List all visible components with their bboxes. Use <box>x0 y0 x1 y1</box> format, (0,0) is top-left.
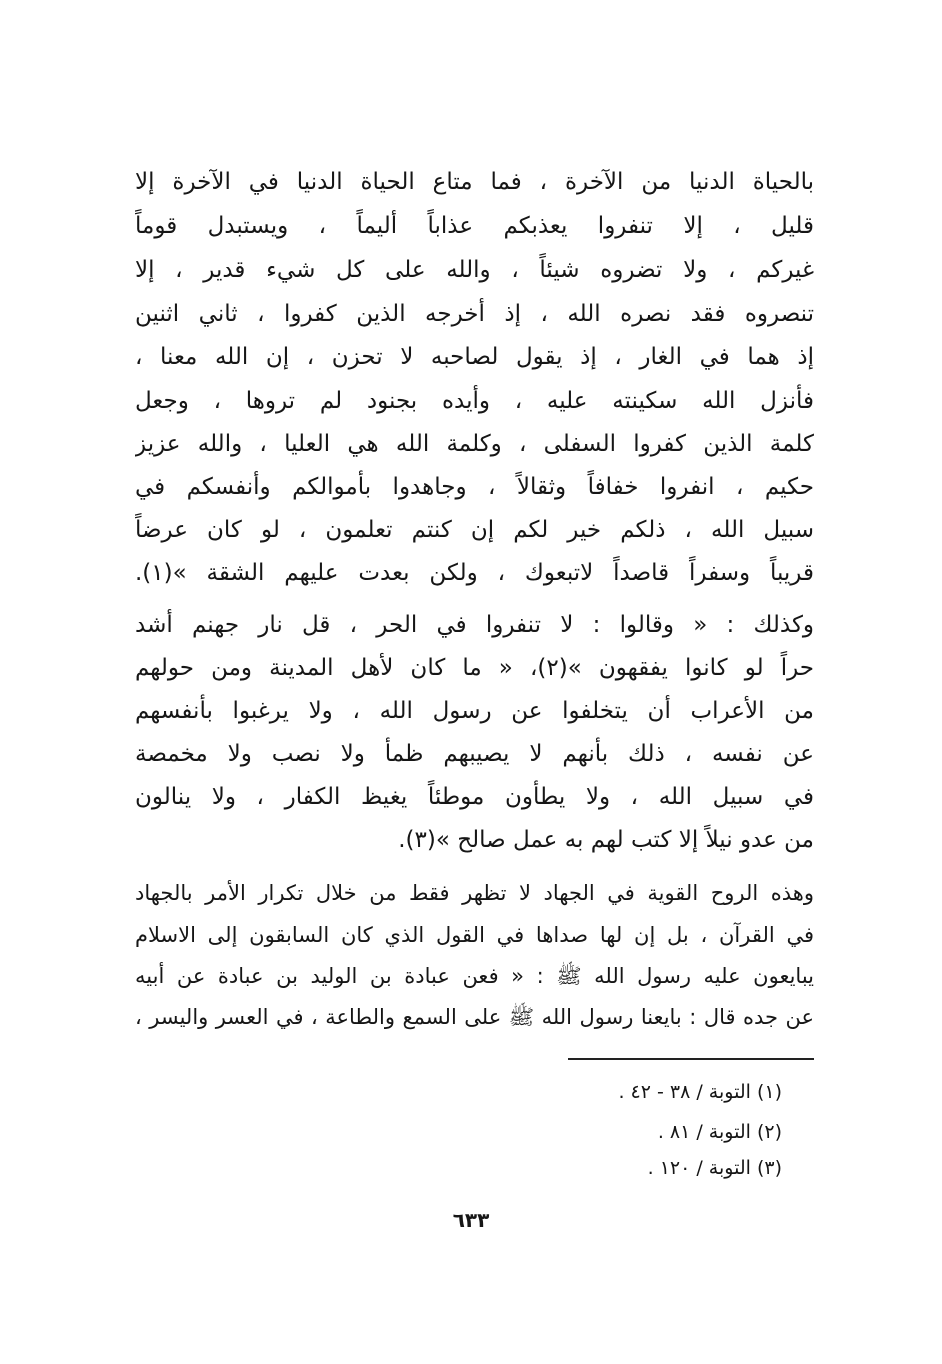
quote2-line: في سبيل الله ، ولا يطأون موطئاً يغيظ الكفار ، ولا ينالون <box>135 784 814 810</box>
quote1-line: فأنزل الله سكينته عليه ، وأيده بجنود لم تروها ، وجعل <box>135 388 814 414</box>
quote1-line: قليل ، إلا تنفروا يعذبكم عذاباً أليماً ، ويستبدل قوماً <box>135 213 814 239</box>
quote1-line: كلمة الذين كفروا السفلى ، وكلمة الله هي العليا ، والله عزيز <box>135 431 814 457</box>
quote2-line: من عدو نيلاً إلا كتب لهم به عمل صالح »(٣). <box>398 827 814 853</box>
quote1-line: قريباً وسفراً قاصداً لاتبعوك ، ولكن بعدت عليهم الشقة »(١). <box>135 560 814 586</box>
footnote: (٣) التوبة / ١٢٠ . <box>647 1157 782 1179</box>
quote1-line: تنصروه فقد نصره الله ، إذ أخرجه الذين كفروا ، ثاني اثنين <box>135 301 814 327</box>
paragraph-line: يبايعون عليه رسول الله ﷺ : « فعن عبادة بن الوليد بن عبادة عن أبيه <box>135 964 814 988</box>
footnote-separator <box>568 1058 814 1060</box>
quote1-line: سبيل الله ، ذلكم خير لكم إن كنتم تعلمون ، لو كان عرضاً <box>135 517 814 543</box>
paragraph-line: وهذه الروح القوية في الجهاد لا تظهر فقط من خلال تكرار الأمر بالجهاد <box>135 881 814 905</box>
quote1-line: إذ هما في الغار ، إذ يقول لصاحبه لا تحزن ، إن الله معنا ، <box>135 344 814 370</box>
paragraph-line: في القرآن ، بل إن لها صداها في القول الذي كان السابقون إلى الاسلام <box>135 923 814 947</box>
quote1-line: بالحياة الدنيا من الآخرة ، فما متاع الحياة الدنيا في الآخرة إلا <box>135 169 814 195</box>
paragraph-line: عن جده قال : بايعنا رسول الله ﷺ على السمع والطاعة ، في العسر واليسر ، <box>135 1005 814 1029</box>
footnote: (٢) التوبة / ٨١ . <box>657 1121 782 1143</box>
quote2-line: من الأعراب أن يتخلفوا عن رسول الله ، ولا يرغبوا بأنفسهم <box>135 698 814 724</box>
quote2-line: حراً لو كانوا يفقهون »(٢)، « ما كان لأهل المدينة ومن حولهم <box>135 655 814 681</box>
quote2-line: عن نفسه ، ذلك بأنهم لا يصيبهم ظمأ ولا نصب ولا مخمصة <box>135 741 814 767</box>
quote2-line: وكذلك : « وقالوا : لا تنفروا في الحر ، قل نار جهنم أشد <box>135 612 814 638</box>
footnote: (١) التوبة / ٣٨ - ٤٢ . <box>618 1081 782 1103</box>
page-number: ٦٣٣ <box>452 1208 490 1232</box>
quote1-line: حكيم ، انفروا خفافاً وثقالاً ، وجاهدوا بأموالكم وأنفسكم في <box>135 474 814 500</box>
quote1-line: غيركم ، ولا تضروه شيئاً ، والله على كل شيء قدير ، إلا <box>135 257 814 283</box>
